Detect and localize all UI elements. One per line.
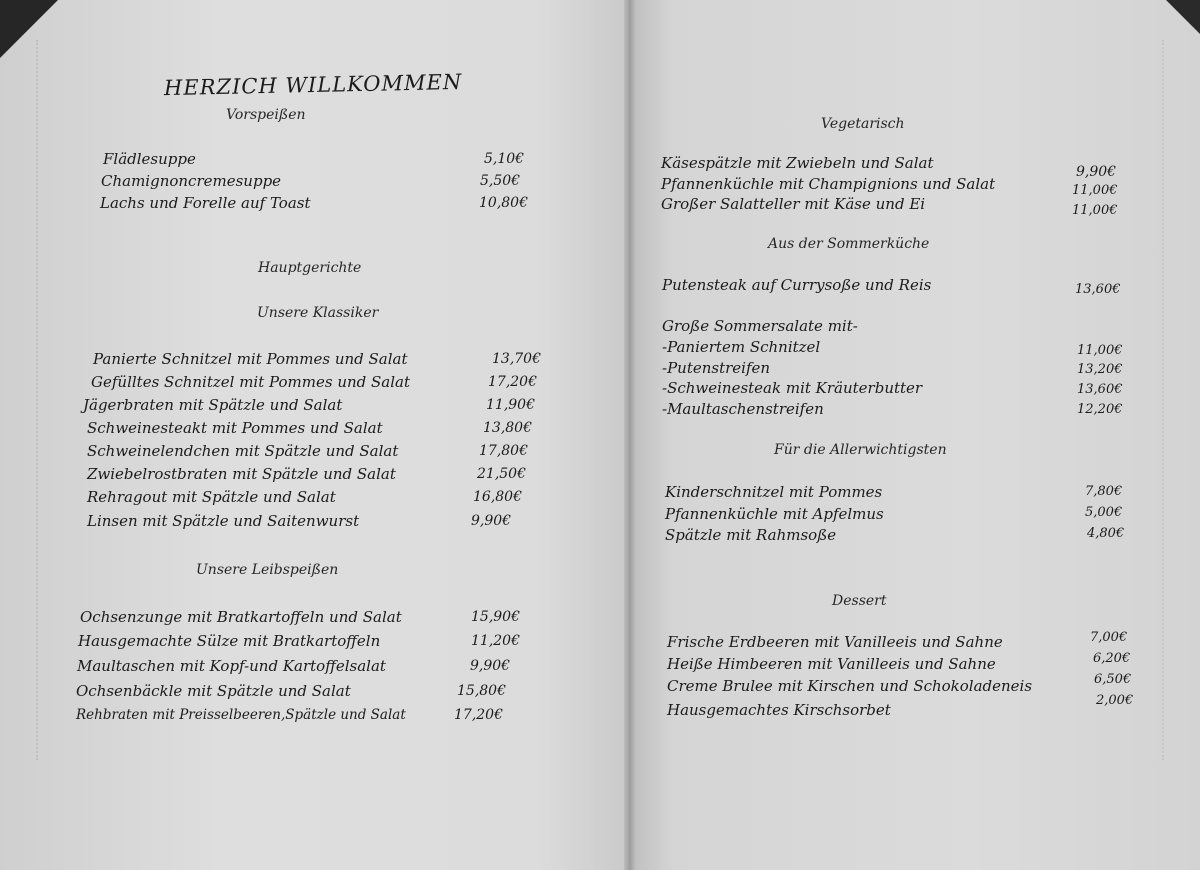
- section-heading-hauptgerichte: Hauptgerichte: [258, 260, 362, 276]
- menu-item-price: 7,80€: [1085, 484, 1123, 499]
- menu-item-price: 4,80€: [1087, 526, 1125, 541]
- menu-item-price: 11,00€: [1077, 343, 1123, 358]
- menu-item-name: -Putenstreifen: [662, 359, 771, 377]
- salad-group-heading: Große Sommersalate mit-: [662, 317, 858, 335]
- section-heading-klassiker: Unsere Klassiker: [257, 305, 379, 321]
- menu-item-name: Heiße Himbeeren mit Vanilleeis und Sahne: [667, 655, 996, 673]
- menu-item-price: 6,50€: [1094, 672, 1132, 687]
- section-heading-vorspeisen: Vorspeißen: [226, 107, 306, 123]
- menu-item-price: 5,50€: [480, 173, 521, 189]
- menu-item-price: 5,00€: [1085, 505, 1123, 520]
- menu-item-name: Schweinesteakt mit Pommes und Salat: [87, 419, 383, 437]
- menu-item-price: 13,70€: [492, 351, 541, 367]
- menu-title: HERZICH WILLKOMMEN: [163, 69, 463, 101]
- menu-item-price: 6,20€: [1093, 651, 1131, 666]
- menu-item-price: 17,20€: [454, 707, 503, 723]
- table-corner: [0, 0, 58, 58]
- menu-item-name: Käsespätzle mit Zwiebeln und Salat: [661, 154, 934, 172]
- menu-item-price: 17,80€: [479, 443, 528, 459]
- menu-item-name: Chamignoncremesuppe: [101, 172, 282, 190]
- menu-right-page: [628, 0, 1200, 870]
- menu-item-name: Linsen mit Spätzle und Saitenwurst: [87, 512, 360, 530]
- menu-item-price: 13,20€: [1077, 362, 1123, 377]
- menu-item-price: 2,00€: [1096, 693, 1134, 708]
- menu-item-name: Schweinelendchen mit Spätzle und Salat: [87, 442, 399, 460]
- table-corner: [1166, 0, 1200, 34]
- menu-item-price: 10,80€: [479, 195, 528, 211]
- menu-item-name: -Paniertem Schnitzel: [662, 338, 821, 356]
- menu-item-name: Creme Brulee mit Kirschen und Schokoladeneis: [667, 677, 1033, 695]
- menu-item-price: 11,90€: [486, 397, 535, 413]
- menu-item-name: Lachs und Forelle auf Toast: [100, 194, 311, 212]
- menu-item-name: Jägerbraten mit Spätzle und Salat: [83, 396, 343, 414]
- menu-item-name: Maultaschen mit Kopf-und Kartoffelsalat: [77, 657, 386, 675]
- menu-item-name: Pfannenküchle mit Champignions und Salat: [661, 175, 996, 193]
- menu-item-name: Hausgemachte Sülze mit Bratkartoffeln: [78, 632, 381, 650]
- menu-item-price: 5,10€: [484, 151, 525, 167]
- menu-item-price: 9,90€: [1076, 164, 1117, 180]
- menu-item-name: Großer Salatteller mit Käse und Ei: [661, 195, 926, 213]
- menu-item-name: Putensteak auf Currysoße und Reis: [662, 276, 932, 294]
- menu-item-price: 9,90€: [471, 513, 512, 529]
- section-heading-kinder: Für die Allerwichtigsten: [774, 442, 947, 458]
- menu-item-price: 11,20€: [471, 633, 520, 649]
- menu-item-price: 15,80€: [457, 683, 506, 699]
- menu-item-name: Kinderschnitzel mit Pommes: [665, 483, 883, 501]
- menu-item-price: 15,90€: [471, 609, 520, 625]
- menu-item-name: Rehragout mit Spätzle und Salat: [87, 488, 336, 506]
- menu-item-name: Spätzle mit Rahmsoße: [665, 526, 837, 544]
- menu-item-name: -Schweinesteak mit Kräuterbutter: [662, 379, 923, 397]
- menu-item-name: Frische Erdbeeren mit Vanilleeis und Sahne: [667, 633, 1003, 651]
- menu-item-price: 13,60€: [1077, 382, 1123, 397]
- menu-item-name: Gefülltes Schnitzel mit Pommes und Salat: [91, 373, 411, 391]
- page-stitching: [1162, 40, 1164, 760]
- menu-item-price: 13,60€: [1075, 282, 1121, 297]
- menu-item-price: 7,00€: [1090, 630, 1128, 645]
- section-heading-leibspeisen: Unsere Leibspeißen: [196, 562, 339, 578]
- menu-item-price: 9,90€: [470, 658, 511, 674]
- page-stitching: [36, 40, 38, 760]
- menu-item-price: 13,80€: [483, 420, 532, 436]
- menu-item-name: Zwiebelrostbraten mit Spätzle und Salat: [87, 465, 396, 483]
- menu-spine: [624, 0, 636, 870]
- menu-item-name: Panierte Schnitzel mit Pommes und Salat: [93, 350, 408, 368]
- menu-item-price: 16,80€: [473, 489, 522, 505]
- menu-item-name: Ochsenbäckle mit Spätzle und Salat: [76, 682, 351, 700]
- menu-item-price: 17,20€: [488, 374, 537, 390]
- menu-item-price: 21,50€: [477, 466, 526, 482]
- menu-item-name: -Maultaschenstreifen: [662, 400, 824, 418]
- menu-item-name: Pfannenküchle mit Apfelmus: [665, 505, 884, 523]
- menu-item-name: Ochsenzunge mit Bratkartoffeln und Salat: [80, 608, 402, 626]
- menu-item-price: 12,20€: [1077, 402, 1123, 417]
- menu-item-name: Rehbraten mit Preisselbeeren,Spätzle und Salat: [76, 707, 406, 723]
- section-heading-sommerkueche: Aus der Sommerküche: [768, 236, 930, 252]
- menu-item-name: Hausgemachtes Kirschsorbet: [667, 701, 891, 719]
- menu-item-price: 11,00€: [1072, 183, 1118, 198]
- menu-item-name: Flädlesuppe: [103, 150, 196, 168]
- section-heading-dessert: Dessert: [832, 593, 887, 609]
- menu-item-price: 11,00€: [1072, 203, 1118, 218]
- section-heading-vegetarisch: Vegetarisch: [821, 116, 905, 132]
